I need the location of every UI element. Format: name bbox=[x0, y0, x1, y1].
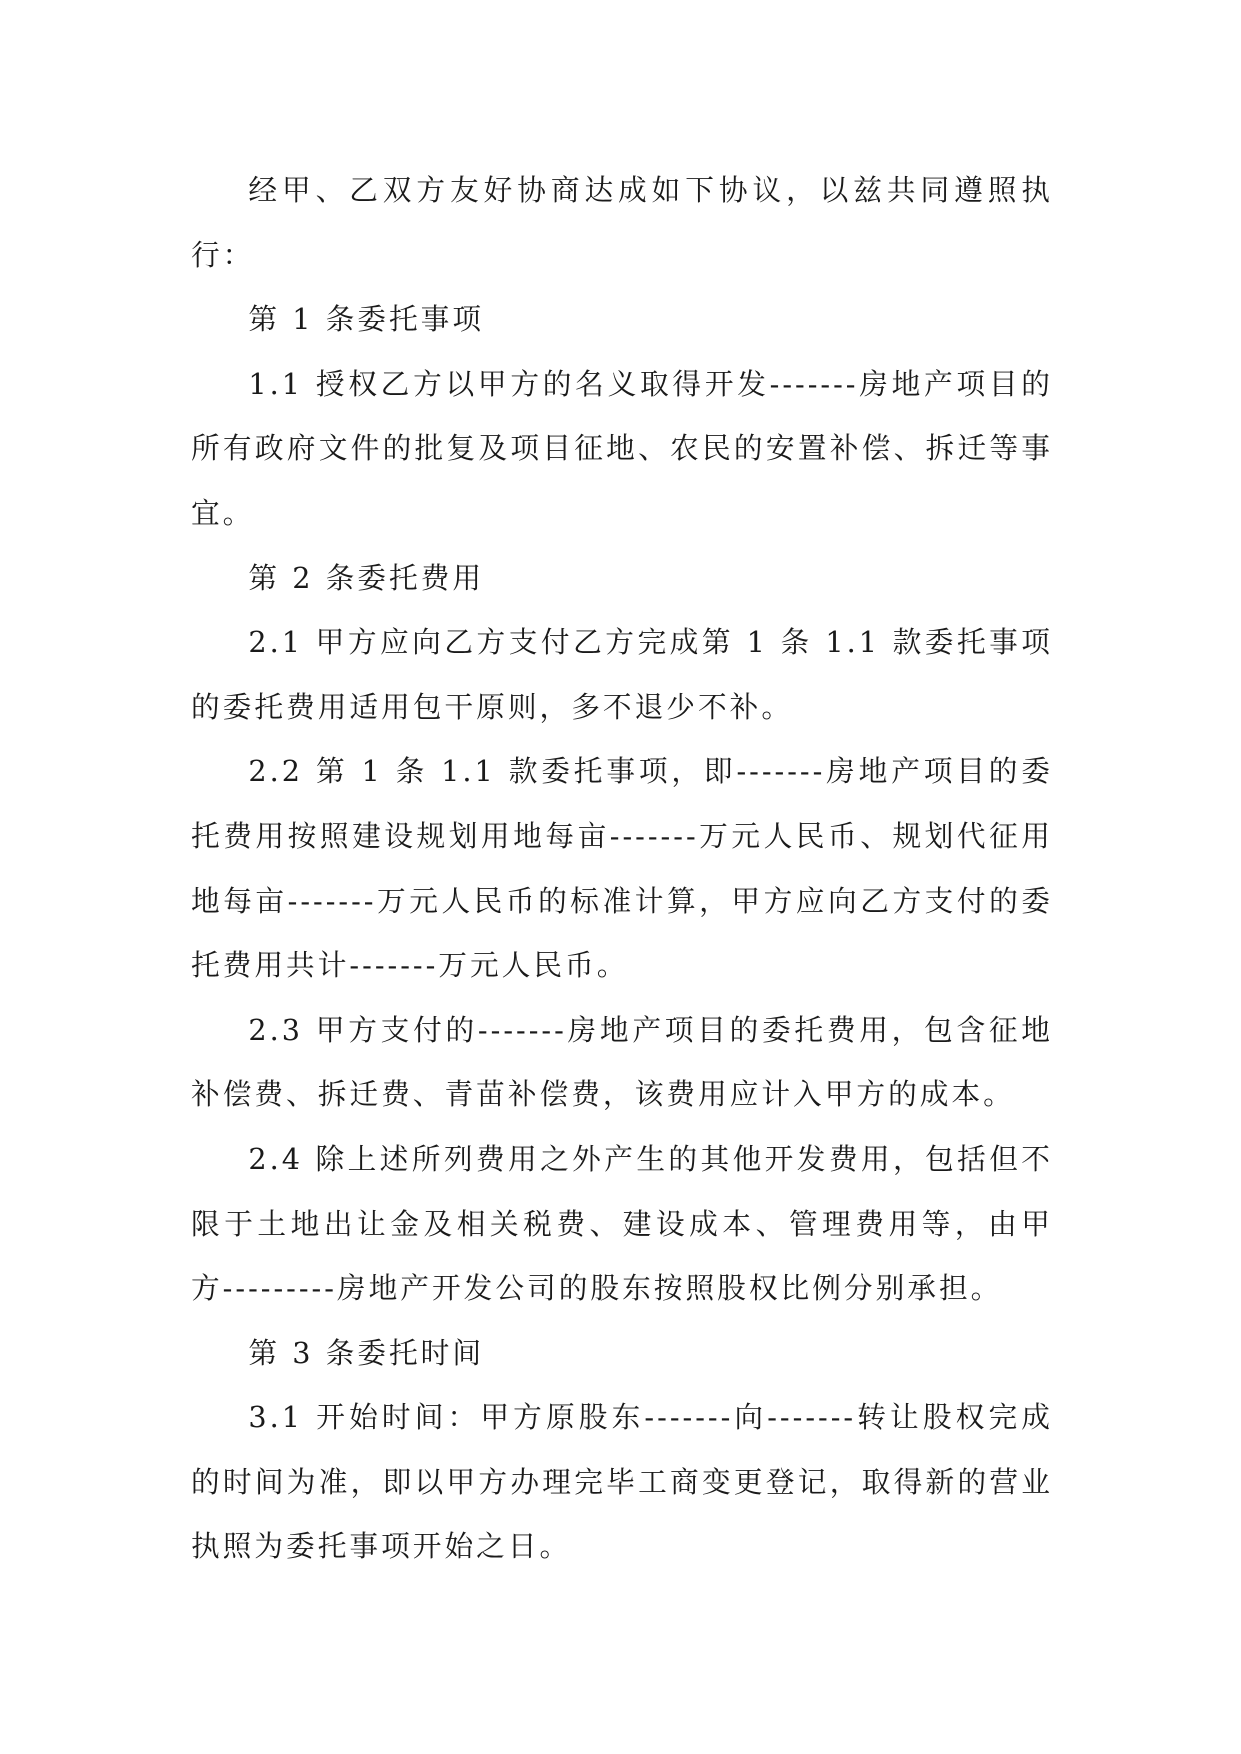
document-body bbox=[191, 158, 1053, 1579]
article-3-heading: 第 3 条委托时间 bbox=[248, 1335, 485, 1370]
agreement-intro-paragraph: 经甲、乙双方友好协商达成如下协议，以兹共同遵照执行： bbox=[191, 173, 1053, 272]
clause-2-1-paragraph: 2.1 甲方应向乙方支付乙方完成第 1 条 1.1 款委托事项的委托费用适用包干原则，多不退少不补。 bbox=[191, 625, 1053, 724]
article-1-heading: 第 1 条委托事项 bbox=[248, 302, 485, 337]
clause-3-1-paragraph: 3.1 开始时间：甲方原股东-------向-------转让股权完成的时间为准，即以甲方办理完毕工商变更登记，取得新的营业执照为委托事项开始之日。 bbox=[191, 1400, 1053, 1564]
clause-2-3-paragraph: 2.3 甲方支付的-------房地产项目的委托费用，包含征地补偿费、拆迁费、青苗补偿费，该费用应计入甲方的成本。 bbox=[191, 1012, 1053, 1112]
clause-2-4-paragraph: 2.4 除上述所列费用之外产生的其他开发费用，包括但不限于土地出让金及相关税费、建设成本、管理费用等，由甲方---------房地产开发公司的股东按照股权比例分别承担。 bbox=[191, 1141, 1053, 1306]
clause-1-1-paragraph: 1.1 授权乙方以甲方的名义取得开发-------房地产项目的所有政府文件的批复及项目征地、农民的安置补偿、拆迁等事宜。 bbox=[191, 366, 1053, 530]
article-2-heading: 第 2 条委托费用 bbox=[248, 560, 485, 595]
clause-2-2-paragraph: 2.2 第 1 条 1.1 款委托事项，即-------房地产项目的委托费用按照建设规划用地每亩-------万元人民币、规划代征用地每亩-------万元人民币的标准计算，甲方应向乙方支付的委托费用共计-------万元人民币。 bbox=[191, 754, 1053, 983]
